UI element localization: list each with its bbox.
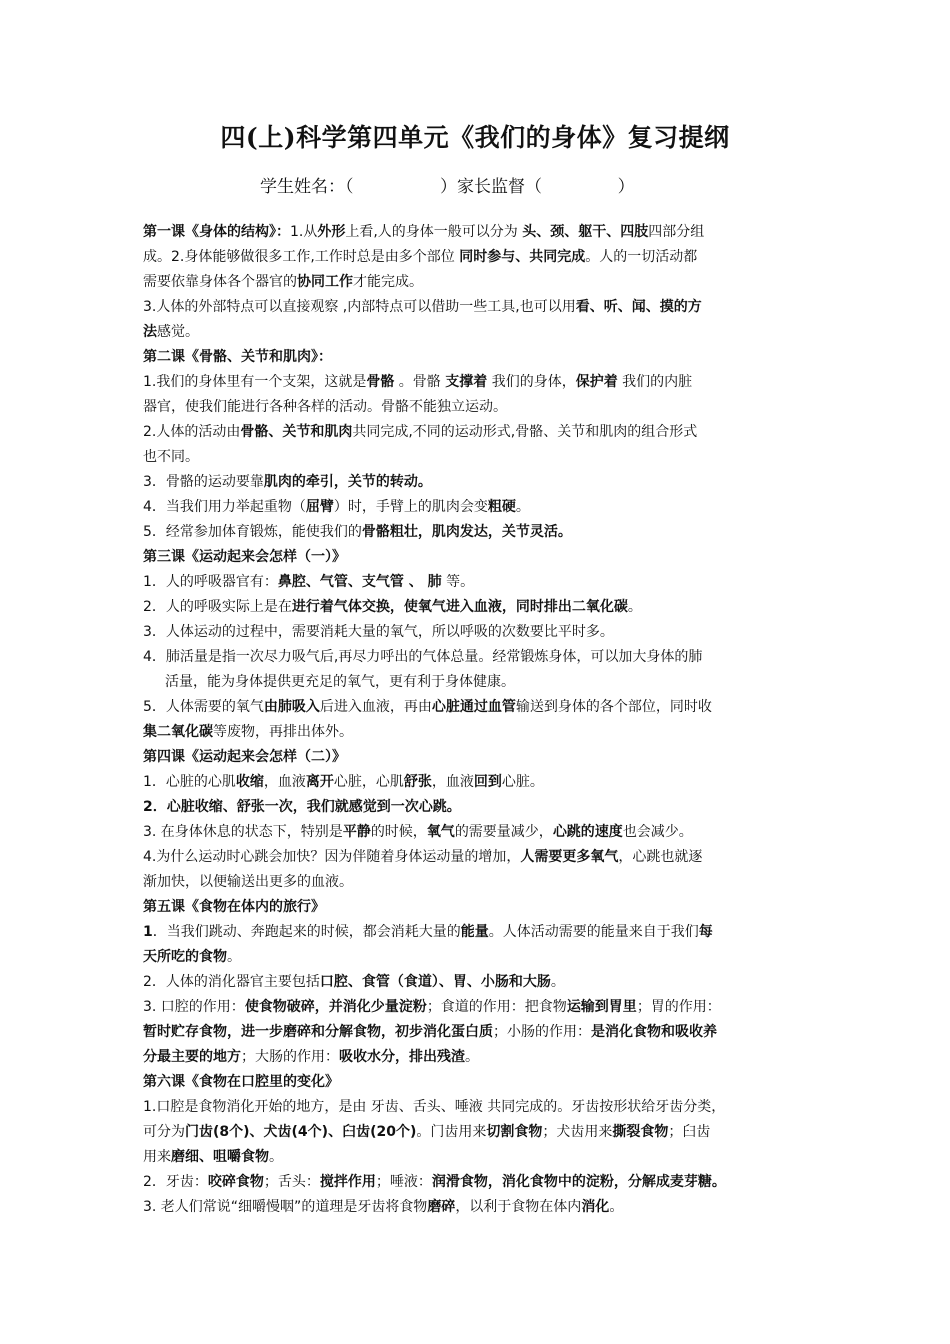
bold-text: 咬碎食物 <box>207 1174 264 1190</box>
outline-line <box>143 720 811 745</box>
text-segment: 。 <box>515 499 530 515</box>
text-segment: 3. 老人们常说“细嚼慢咽”的道理是牙齿将食物 <box>143 1199 428 1215</box>
outline-line <box>143 1195 811 1220</box>
bold-text: 磨碎 <box>427 1199 456 1215</box>
bold-text: 收缩 <box>235 774 264 790</box>
text-segment: 。门齿用来 <box>416 1124 487 1140</box>
text-segment: 活量，能为身体提供更充足的氧气，更有利于身体健康。 <box>165 674 515 690</box>
outline-line <box>143 545 811 570</box>
bold-text: 消化 <box>581 1199 610 1215</box>
text-segment: ；舌头： <box>263 1174 320 1190</box>
text-segment: 2.人体的活动由 <box>143 424 241 440</box>
bold-text: 分最主要的地方 <box>143 1049 241 1065</box>
bold-text: 心脏通过血管 <box>431 699 516 715</box>
bold-text: 是消化食物和吸收养 <box>591 1024 717 1040</box>
bold-text: 撕裂食物 <box>612 1124 669 1140</box>
bold-text: 头、颈、躯干、四肢 <box>522 224 649 240</box>
text-segment: ）时，手臂上的肌肉会变 <box>333 499 488 515</box>
bold-text: 暂时贮存食物，进一步磨碎和分解食物，初步消化蛋白质 <box>143 1024 493 1040</box>
outline-line <box>143 595 811 620</box>
bold-text: 看、听、闻、摸的方 <box>575 299 702 315</box>
text-segment: 等废物，再排出体外。 <box>213 724 353 740</box>
bold-text: 由肺吸入 <box>263 699 320 715</box>
text-segment: 2．牙齿： <box>143 1174 208 1190</box>
text-segment: 。 <box>269 1149 283 1165</box>
outline-line <box>143 420 811 445</box>
bold-text: 肌肉的牵引，关节的转动。 <box>263 474 432 490</box>
outline-line <box>143 1120 811 1145</box>
bold-text: 切割食物 <box>486 1124 543 1140</box>
bold-text: 鼻腔、气管、支气管 、 肺 <box>277 574 442 590</box>
text-segment: 。 <box>550 974 565 990</box>
text-segment: 的需要量减少， <box>454 824 553 840</box>
outline-line <box>143 920 811 945</box>
text-segment: ，以利于食物在体内 <box>455 1199 582 1215</box>
outline-line <box>143 245 811 270</box>
text-segment: 5．经常参加体育锻炼，能使我们的 <box>143 524 362 540</box>
outline-line <box>143 570 811 595</box>
outline-line <box>143 1070 811 1095</box>
text-segment: ，血液 <box>431 774 474 790</box>
bold-text: 口腔、食管（食道）、胃、小肠和大肠 <box>319 974 551 990</box>
bold-text: 第五课《食物在体内的旅行》 <box>143 899 325 915</box>
outline-line <box>143 445 811 470</box>
bold-text: 门齿(8个)、犬齿(4个)、臼齿(20个) <box>185 1124 417 1140</box>
bold-text: 骨骼 <box>366 374 395 390</box>
bold-text: 第四课《运动起来会怎样（二）》 <box>143 749 346 765</box>
text-segment: 。人的一切活动都 <box>585 249 698 265</box>
text-segment: ；胃的作用： <box>636 999 721 1015</box>
outline-line <box>143 470 811 495</box>
outline-line <box>143 645 811 670</box>
text-segment: 需要依靠身体各个器官的 <box>143 274 297 290</box>
text-segment: ，心跳也就逐 <box>618 849 703 865</box>
outline-line <box>143 970 811 995</box>
text-segment: 上看,人的身体一般可以分为 <box>345 224 523 240</box>
bold-text: 第一课《身体的结构》： <box>143 224 290 240</box>
outline-line <box>143 870 811 895</box>
text-segment: 我们的身体， <box>487 374 576 390</box>
bold-text: 润滑食物，消化食物中的淀粉，分解成麦芽糖。 <box>431 1174 726 1190</box>
text-segment: 。 <box>627 599 642 615</box>
bold-text: 第三课《运动起来会怎样（一）》 <box>143 549 346 565</box>
outline-line <box>143 745 811 770</box>
outline-line <box>143 695 811 720</box>
text-segment: ；犬齿用来 <box>542 1124 613 1140</box>
bold-text: 保护着 <box>575 374 618 390</box>
text-segment: 心脏。 <box>501 774 544 790</box>
outline-line <box>143 495 811 520</box>
bold-text: 屈臂 <box>305 499 334 515</box>
text-segment: 。人体活动需要的能量来自于我们 <box>488 924 699 940</box>
bold-text: 骨骼、关节和肌肉 <box>240 424 353 440</box>
outline-line <box>143 895 811 920</box>
text-segment: 4．当我们用力举起重物（ <box>143 499 306 515</box>
text-segment: ；食道的作用：把食物 <box>426 999 567 1015</box>
bold-text: 能量 <box>460 924 489 940</box>
text-segment: ；唾液： <box>375 1174 432 1190</box>
text-segment: 。骨骼 <box>394 374 446 390</box>
text-segment: 输送到身体的各个部位，同时收 <box>515 699 712 715</box>
text-segment: ；大肠的作用： <box>241 1049 339 1065</box>
text-segment: 心脏，心肌 <box>333 774 404 790</box>
bold-text: 磨细、咀嚼食物 <box>171 1149 269 1165</box>
bold-text: 回到 <box>473 774 502 790</box>
bold-text: 天所吃的食物 <box>143 949 227 965</box>
bold-text: 进行着气体交换，使氧气进入血液，同时排出二氧化碳 <box>291 599 628 615</box>
review-outline-body <box>143 220 811 1220</box>
text-segment: 3．骨骼的运动要靠 <box>143 474 264 490</box>
text-segment: 渐加快，以便输送出更多的血液。 <box>143 874 353 890</box>
bold-text: 同时参与、共同完成 <box>459 249 586 265</box>
text-segment: 。 <box>465 1049 479 1065</box>
text-segment: ，血液 <box>263 774 306 790</box>
outline-line <box>143 520 811 545</box>
bold-text: 法 <box>143 324 157 340</box>
bold-text: 协同工作 <box>297 274 353 290</box>
text-segment: 四部分组 <box>648 224 705 240</box>
outline-line <box>143 270 811 295</box>
text-segment: 等。 <box>441 574 475 590</box>
text-segment: 4．肺活量是指一次尽力吸气后,再尽力呼出的气体总量。经常锻炼身体，可以加大身体的肺 <box>143 649 703 665</box>
student-parent-line: 学生姓名：（ ）家长监督（ ） <box>260 177 635 197</box>
bold-text: 离开 <box>305 774 334 790</box>
text-segment: ．当我们跳动、奔跑起来的时候，都会消耗大量的 <box>152 924 461 940</box>
text-segment: 3. 在身体休息的状态下，特别是 <box>143 824 343 840</box>
text-segment: 也不同。 <box>143 449 199 465</box>
outline-line <box>143 820 811 845</box>
bold-text: 平静 <box>342 824 371 840</box>
bold-text: 集二氧化碳 <box>143 724 213 740</box>
bold-text: 心跳的速度 <box>552 824 623 840</box>
outline-line <box>143 945 811 970</box>
text-segment: 1.我们的身体里有一个支架，这就是 <box>143 374 367 390</box>
bold-text: 外形 <box>317 224 346 240</box>
outline-line <box>143 395 811 420</box>
bold-text: 舒张 <box>403 774 432 790</box>
text-segment: 共同完成,不同的运动形式,骨骼、关节和肌肉的组合形式 <box>352 424 698 440</box>
outline-line <box>143 370 811 395</box>
text-segment: 的时候， <box>370 824 427 840</box>
text-segment: 2．人的呼吸实际上是在 <box>143 599 292 615</box>
text-segment: 也会减少。 <box>622 824 693 840</box>
text-segment: 2．人体的消化器官主要包括 <box>143 974 320 990</box>
text-segment: ；臼齿 <box>668 1124 711 1140</box>
outline-line <box>143 845 811 870</box>
outline-line <box>143 320 811 345</box>
text-segment: 3．人体运动的过程中，需要消耗大量的氧气，所以呼吸的次数要比平时多。 <box>143 624 614 640</box>
outline-line <box>143 1020 811 1045</box>
outline-line <box>143 995 811 1020</box>
text-segment: 4.为什么运动时心跳会加快？因为伴随着身体运动量的增加， <box>143 849 521 865</box>
outline-line <box>143 620 811 645</box>
text-segment: ；小肠的作用： <box>493 1024 591 1040</box>
bold-text: 氧气 <box>426 824 455 840</box>
bold-text: 第六课《食物在口腔里的变化》 <box>143 1074 339 1090</box>
text-segment: 后进入血液，再由 <box>319 699 432 715</box>
outline-line <box>143 1095 811 1120</box>
outline-line <box>143 345 811 370</box>
text-segment: 1.口腔是食物消化开始的地方，是由 牙齿、舌头、唾液 共同完成的。牙齿按形状给牙齿分类， <box>143 1099 726 1115</box>
text-segment: 器官，使我们能进行各种各样的活动。骨骼不能独立运动。 <box>143 399 507 415</box>
text-segment: 5．人体需要的氧气 <box>143 699 264 715</box>
outline-line <box>143 1145 811 1170</box>
text-segment: 1.从 <box>290 224 318 240</box>
text-segment: 感觉。 <box>157 324 199 340</box>
bold-text: 吸收水分，排出残渣 <box>339 1049 465 1065</box>
bold-text: 运输到胃里 <box>566 999 637 1015</box>
bold-text: 骨骼粗壮，肌肉发达，关节灵活。 <box>361 524 572 540</box>
text-segment: 才能完成。 <box>353 274 423 290</box>
outline-line <box>143 670 811 695</box>
text-segment: 。 <box>227 949 241 965</box>
outline-line <box>143 295 811 320</box>
text-segment: 1．心脏的心肌 <box>143 774 236 790</box>
bold-text: 粗硬 <box>487 499 516 515</box>
bold-text: 支撑着 <box>445 374 488 390</box>
bold-text: 人需要更多氧气 <box>520 849 619 865</box>
text-segment: 。 <box>609 1199 624 1215</box>
bold-text: 使食物破碎，并消化少量淀粉 <box>244 999 427 1015</box>
outline-line <box>143 795 811 820</box>
text-segment: 3.人体的外部特点可以直接观察 ,内部特点可以借助一些工具,也可以用 <box>143 299 576 315</box>
outline-line <box>143 1045 811 1070</box>
bold-text: 2．心脏收缩、舒张一次，我们就感觉到一次心跳。 <box>143 799 461 815</box>
outline-line <box>143 770 811 795</box>
bold-text: 每 <box>698 924 713 940</box>
text-segment: 3. 口腔的作用： <box>143 999 245 1015</box>
text-segment: 可分为 <box>143 1124 185 1140</box>
bold-text: 搅拌作用 <box>319 1174 376 1190</box>
outline-line <box>143 220 811 245</box>
document-title: 四(上)科学第四单元《我们的身体》复习提纲 <box>220 123 730 152</box>
text-segment: 1．人的呼吸器官有： <box>143 574 278 590</box>
bold-text: 1 <box>143 924 153 940</box>
outline-line <box>143 1170 811 1195</box>
text-segment: 成。2.身体能够做很多工作,工作时总是由多个部位 <box>143 249 460 265</box>
text-segment: 我们的内脏 <box>617 374 693 390</box>
text-segment: 用来 <box>143 1149 171 1165</box>
bold-text: 第二课《骨骼、关节和肌肉》： <box>143 349 332 365</box>
